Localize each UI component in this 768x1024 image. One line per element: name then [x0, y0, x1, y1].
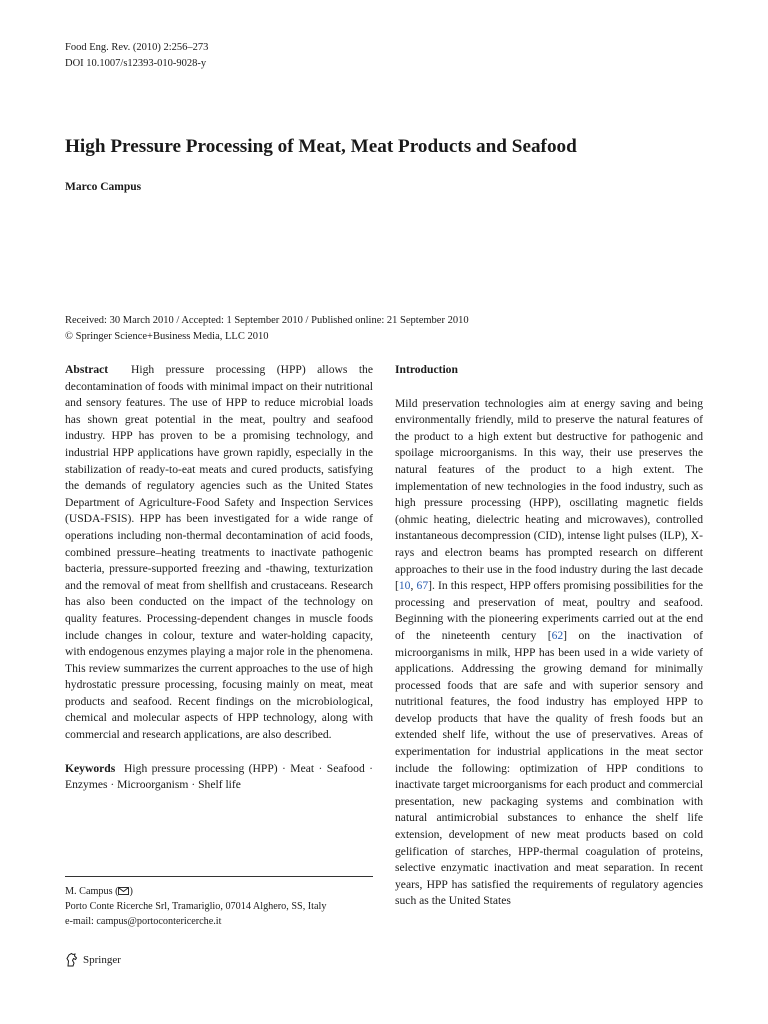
dates-line: Received: 30 March 2010 / Accepted: 1 September 2010 / Published online: 21 September 2010: [65, 315, 469, 326]
journal-header: [65, 40, 208, 72]
footnote-email[interactable]: e-mail: campus@portocontericerche.it: [65, 915, 222, 927]
keywords-paragraph: [65, 761, 373, 794]
article-title: High Pressure Processing of Meat, Meat Products and Seafood: [65, 136, 577, 157]
citation-link-10[interactable]: 10: [398, 579, 411, 593]
footnote-author: M. Campus ( ): [65, 886, 133, 897]
copyright-line: © Springer Science+Business Media, LLC 2010: [65, 331, 269, 342]
envelope-icon: [118, 887, 129, 895]
author-footnote: [65, 876, 373, 929]
abstract-label: Abstract: [65, 363, 109, 376]
publication-dates: [65, 313, 469, 345]
right-column: [395, 362, 703, 910]
abstract-text: High pressure processing (HPP) allows the decontamination of foods with minimal impact on their nutritional and sensory features. The use of HPP to reduce microbial loads has shown great potential in the meat, poultry and seafood industry. HPP has proven to be a promising technology, and industrial HPP applications have grown rapidly, especially in the stabilization of ready-to-eat meats and cured products, satisfying the demands of regulatory agencies such as the United States Department of Agriculture-Food Safety and Inspection Services (USDA-FSIS). HPP has been investigated for a wide range of operations including non-thermal decontamination of acid foods, combined pressure–heating treatments to inactivate pathogenic bacteria, pressure-supported freezing and -thawing, texturization and the removal of meat from shellfish and crustaceans. Research has also been conducted on the impact of the technology on quality features. Processing-dependent changes in muscle foods include changes in colour, texture and water-holding capacity, with endogenous enzymes playing a major role in the phenomena. This review summarizes the current approaches to the use of high hydrostatic pressure processing, focusing mainly on meat, meat products and seafood. Recent findings on the microbiological, chemical and molecular aspects of HPP technology, along with commercial and research applications, are also described.: [65, 363, 373, 742]
footnote-affiliation: Porto Conte Ricerche Srl, Tramariglio, 07014 Alghero, SS, Italy: [65, 900, 327, 912]
publisher-name: Springer: [83, 953, 121, 966]
doi-line: DOI 10.1007/s12393-010-9028-y: [65, 58, 207, 69]
left-column: [65, 362, 373, 794]
publisher-mark: [65, 952, 121, 967]
citation-link-62[interactable]: 62: [551, 628, 564, 642]
introduction-paragraph: Mild preservation technologies aim at energy saving and being environmentally friendly, mild to preserve the natural features of the product to a high extent but destructive for pathogenic and spoilage microorganisms. In this way, their use preserves the natural features of the product to a high extent. The implementation of new technologies in the food industry, such as high pressure processing (HPP), oscillating magnetic fields (ohmic heating, dielectric heating and microwaves), controlled instantaneous decompression (CID), intense light pulses (ILP), X-rays and electron beams has prompted research on different approaches to their use in the food industry during the last decade [10, 67]. In this respect, HPP offers promising possibilities for the processing and preservation of meat, poultry and seafood. Beginning with the pioneering experiments carried out at the end of the nineteenth century [62] on the inactivation of microorganisms in milk, HPP has been used in a wide variety of applications. Addressing the growing demand for minimally processed foods that are safe and with superior sensory and nutritional features, the food industry has employed HPP to develop products that have the quality of fresh foods but an extended shelf life, without the use of preservatives. Areas of experimentation for industrial applications in the meat sector include the following: optimization of HPP conditions to inactivate target microorganisms for each product and commercial presentation, new packaging systems and combination with natural antimicrobial substances to enhance the shelf life extension, development of new meat products based on cold gelification of starches, HPP-thermal coagulation of proteins, selective enzymatic inactivation and meat separation. In recent years, HPP has satisfied the requirements of regulatory agencies such as the United States: [395, 396, 704, 908]
journal-citation: Food Eng. Rev. (2010) 2:256–273: [65, 42, 209, 53]
keywords-label: Keywords: [65, 761, 116, 775]
keywords-text: High pressure processing (HPP) · Meat · Seafood · Enzymes · Microorganism · Shelf life: [65, 761, 373, 792]
author-name: Marco Campus: [65, 181, 142, 193]
springer-horse-icon: [65, 952, 79, 967]
citation-link-67[interactable]: 67: [416, 579, 429, 593]
section-heading-introduction: Introduction: [395, 363, 458, 376]
abstract-paragraph: [65, 362, 373, 744]
